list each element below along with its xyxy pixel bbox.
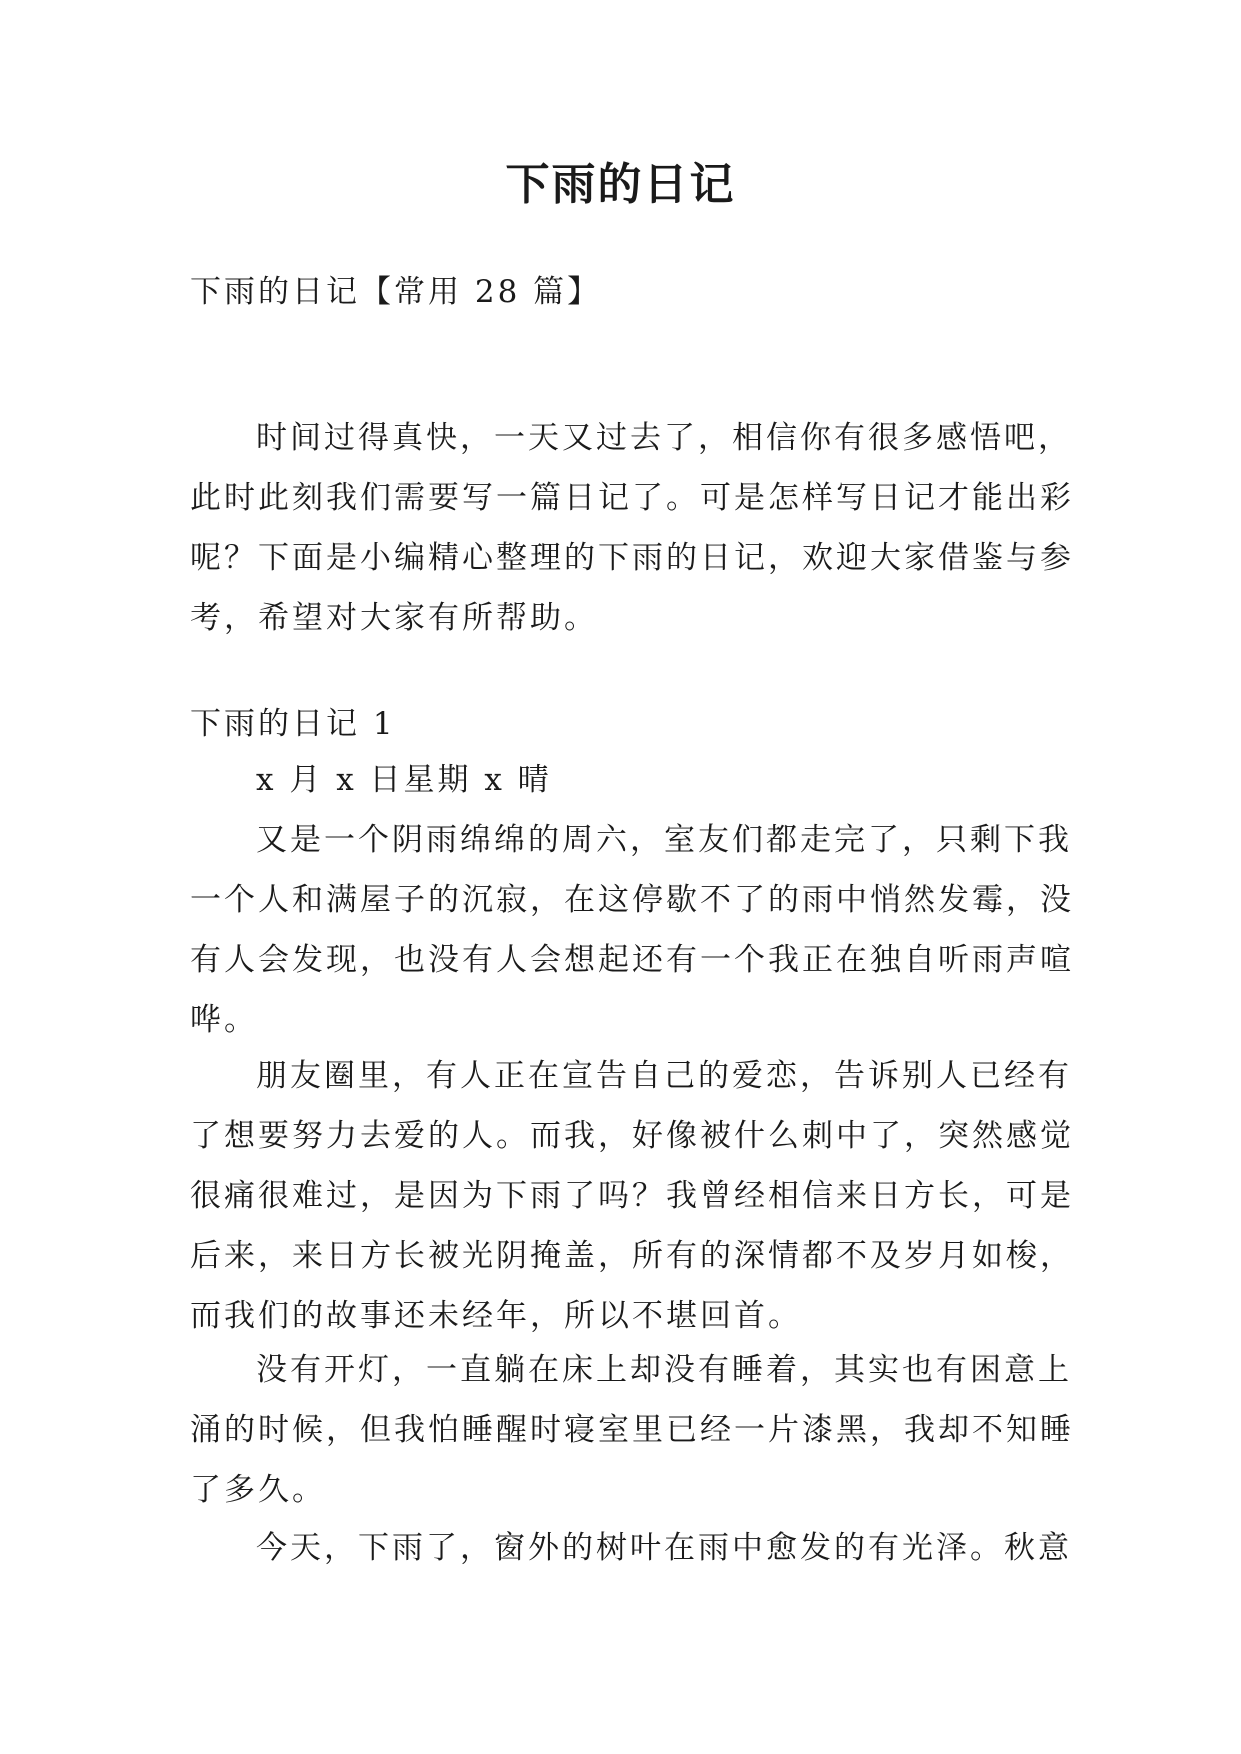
paragraph-line: 了多久。 [190, 1472, 326, 1508]
paragraph-line: 了想要努力去爱的人。而我，好像被什么刺中了，突然感觉 [190, 1118, 1074, 1154]
paragraph-line: 一个人和满屋子的沉寂，在这停歇不了的雨中悄然发霉，没 [190, 882, 1074, 918]
intro-line: 时间过得真快，一天又过去了，相信你有很多感悟吧， [256, 420, 1072, 456]
paragraph-line: 有人会发现，也没有人会想起还有一个我正在独自听雨声喧 [190, 942, 1074, 978]
paragraph-line: 而我们的故事还未经年，所以不堪回首。 [190, 1298, 802, 1334]
paragraph-line: 哗。 [190, 1002, 258, 1038]
document-title: 下雨的日记 [505, 159, 736, 210]
subtitle-line: 下雨的日记【常用 28 篇】 [190, 274, 602, 310]
intro-line: 此时此刻我们需要写一篇日记了。可是怎样写日记才能出彩 [190, 480, 1074, 516]
paragraph-line: 没有开灯，一直躺在床上却没有睡着，其实也有困意上 [256, 1352, 1072, 1388]
paragraph-line: 又是一个阴雨绵绵的周六，室友们都走完了，只剩下我 [256, 822, 1072, 858]
paragraph-line: 朋友圈里，有人正在宣告自己的爱恋，告诉别人已经有 [256, 1058, 1072, 1094]
intro-line: 考，希望对大家有所帮助。 [190, 600, 598, 636]
paragraph-3 [190, 1340, 1074, 1520]
paragraph-1 [190, 810, 1074, 1050]
paragraph-2 [190, 1046, 1074, 1346]
intro-paragraph [190, 408, 1074, 648]
paragraph-4 [190, 1518, 1070, 1578]
document-subtitle [190, 262, 1070, 322]
date-line [190, 750, 1070, 810]
section-heading [190, 694, 1070, 754]
section-heading-text: 下雨的日记 1 [190, 706, 396, 742]
intro-line: 呢？下面是小编精心整理的下雨的日记，欢迎大家借鉴与参 [190, 540, 1074, 576]
paragraph-line: 后来，来日方长被光阴掩盖，所有的深情都不及岁月如梭， [190, 1238, 1074, 1274]
paragraph-line: 涌的时候，但我怕睡醒时寝室里已经一片漆黑，我却不知睡 [190, 1412, 1074, 1448]
date-line-text: x 月 x 日星期 x 晴 [256, 762, 552, 798]
paragraph-line: 今天，下雨了，窗外的树叶在雨中愈发的有光泽。秋意 [256, 1530, 1072, 1566]
paragraph-line: 很痛很难过，是因为下雨了吗？我曾经相信来日方长，可是 [190, 1178, 1074, 1214]
